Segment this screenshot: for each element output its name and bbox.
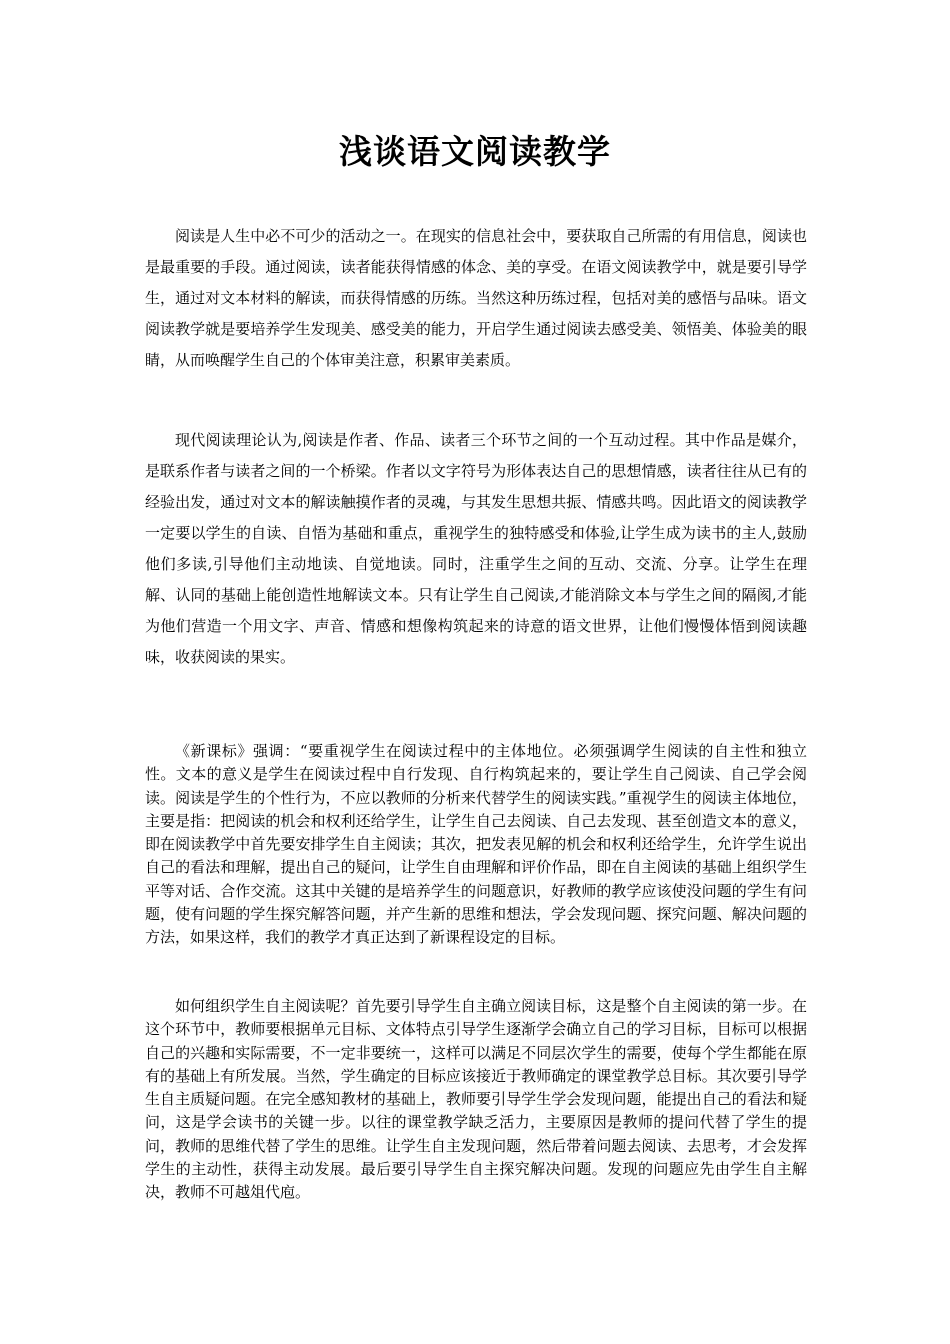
paragraph-1: 阅读是人生中必不可少的活动之一。在现实的信息社会中，要获取自己所需的有用信息，阅读也是最重要的手段。通过阅读，读者能获得情感的体念、美的享受。在语文阅读教学中，就是要引导学生，通过对文本材料的解读，而获得情感的历练。当然这种历练过程，包括对美的感悟与品味。语文阅读教学就是要培养学生发现美、感受美的能力，开启学生通过阅读去感受美、领悟美、体验美的眼睛，从而唤醒学生自己的个体审美注意，积累审美素质。 — [145, 227, 807, 369]
paragraph-3: 《新课标》强调：“要重视学生在阅读过程中的主体地位。必须强调学生阅读的自主性和独立性。文本的意义是学生在阅读过程中自行发现、自行构筑起来的，要让学生自己阅读、自己学会阅读。阅读是学生的个性行为，不应以教师的分析来代替学生的阅读实践。”重视学生的阅读主体地位，主要是指：把阅读的机会和权利还给学生，让学生自己去阅读、自己去发现、甚至创造文本的意义，即在阅读教学中首先要安排学生自主阅读；其次，把发表见解的机会和权利还给学生，允许学生说出自己的看法和理解，提出自己的疑问，让学生自由理解和评价作品，即在自主阅读的基础上组织学生平等对话、合作交流。这其中关键的是培养学生的问题意识，好教师的教学应该使没问题的学生有问题，使有问题的学生探究解答问题，并产生新的思维和想法，学会发现问题、探究问题、解决问题的方法，如果这样，我们的教学才真正达到了新课程设定的目标。 — [145, 742, 807, 947]
paragraph-4: 如何组织学生自主阅读呢？首先要引导学生自主确立阅读目标，这是整个自主阅读的第一步。在这个环节中，教师要根据单元目标、文体特点引导学生逐渐学会确立自己的学习目标，目标可以根据自己的兴趣和实际需要，不一定非要统一，这样可以满足不同层次学生的需要，使每个学生都能在原有的基础上有所发展。当然，学生确定的目标应该接近于教师确定的课堂教学总目标。其次要引导学生自主质疑问题。在完全感知教材的基础上，教师要引导学生学会发现问题，能提出自己的看法和疑问，这是学会读书的关键一步。以往的课堂教学缺乏活力，主要原因是教师的提问代替了学生的提问，教师的思维代替了学生的思维。让学生自主发现问题，然后带着问题去阅读、去思考，才会发挥学生的主动性，获得主动发展。最后要引导学生自主探究解决问题。发现的问题应先由学生自主解决，教师不可越俎代庖。 — [145, 997, 807, 1202]
document-title: 浅谈语文阅读教学 — [339, 132, 611, 171]
paragraph-2: 现代阅读理论认为,阅读是作者、作品、读者三个环节之间的一个互动过程。其中作品是媒介，是联系作者与读者之间的一个桥梁。作者以文字符号为形体表达自己的思想情感，读者往往从已有的经验出发，通过对文本的解读触摸作者的灵魂，与其发生思想共振、情感共鸣。因此语文的阅读教学一定要以学生的自读、自悟为基础和重点，重视学生的独特感受和体验,让学生成为读书的主人,鼓励他们多读,引导他们主动地读、自觉地读。同时，注重学生之间的互动、交流、分享。让学生在理解、认同的基础上能创造性地解读文本。只有让学生自己阅读,才能消除文本与学生之间的隔阂,才能为他们营造一个用文字、声音、情感和想像构筑起来的诗意的语文世界，让他们慢慢体悟到阅读趣味，收获阅读的果实。 — [145, 431, 807, 666]
